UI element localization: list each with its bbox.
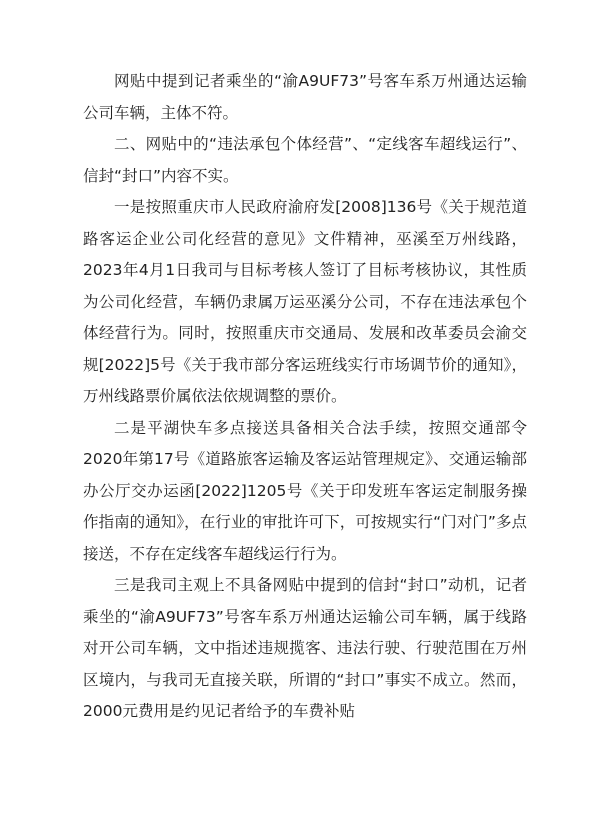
paragraph-2: 二、网贴中的“违法承包个体经营”、“定线客车超线运行”、信封“封口”内容不实。: [83, 135, 527, 185]
paragraph-5: 三是我司主观上不具备网贴中提到的信封“封口”动机，记者乘坐的“渝A9UF73”号客车系万州通达运输公司车辆，属于线路对开公司车辆，文中指述违规揽客、违法行驶、行驶范围在万州区境内，与我司无直接关联，所谓的“封口”事实不成立。然而，2000元费用是约见记者给予的车费补贴: [83, 576, 527, 720]
document-body: [83, 66, 527, 728]
paragraph-1: 网贴中提到记者乘坐的“渝A9UF73”号客车系万州通达运输公司车辆，主体不符。: [83, 72, 527, 122]
paragraph-3: 一是按照重庆市人民政府渝府发[2008]136号《关于规范道路客运企业公司化经营的意见》文件精神，巫溪至万州线路，2023年4月1日我司与目标考核人签订了目标考核协议，其性质为公司化经营，车辆仍隶属万运巫溪分公司，不存在违法承包个体经营行为。同时，按照重庆市交通局、发展和改革委员会渝交规[2022]5号《关于我市部分客运班线实行市场调节价的通知》，万州线路票价属依法依规调整的票价。: [83, 198, 527, 405]
paragraph-4: 二是平湖快车多点接送具备相关合法手续，按照交通部令2020年第17号《道路旅客运输及客运站管理规定》、交通运输部办公厅交办运函[2022]1205号《关于印发班车客运定制服务操作指南的通知》，在行业的审批许可下，可按规实行“门对门”多点接送，不存在定线客车超线运行行为。: [83, 418, 527, 563]
